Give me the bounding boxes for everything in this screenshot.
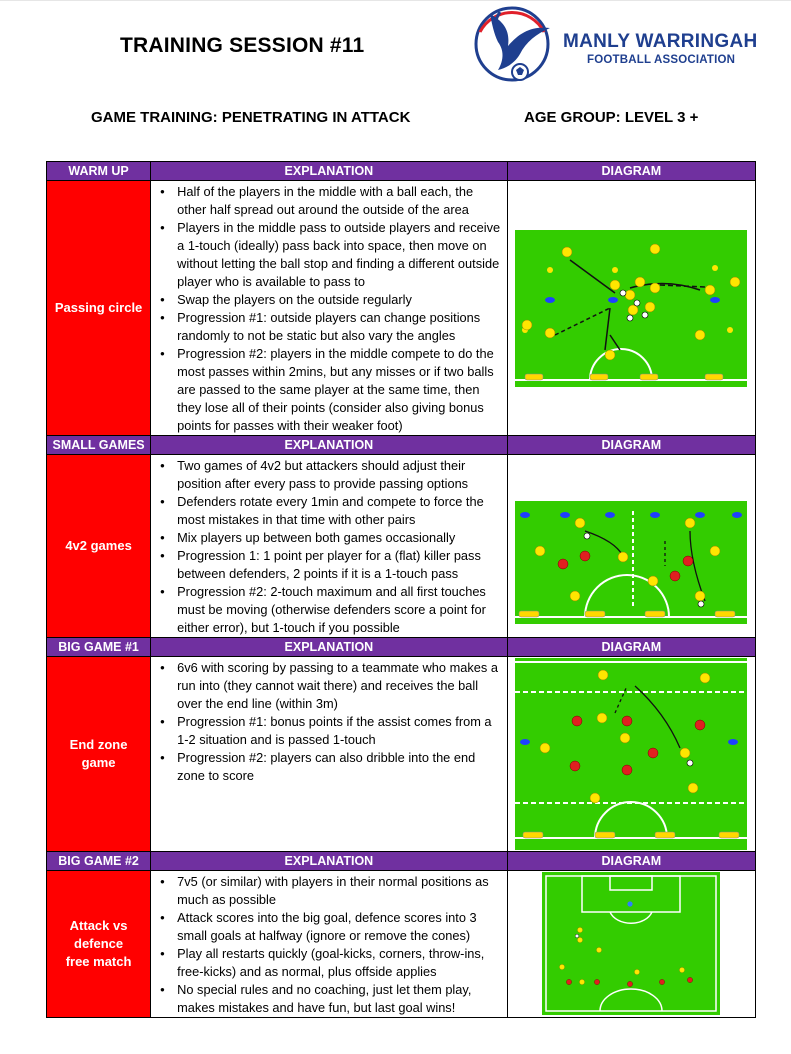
explanation-point: • Mix players up between both games occasionally <box>151 529 503 547</box>
explanation-point: • Progression #1: outside players can change positions randomly to not be static but also vary the angles <box>151 309 503 345</box>
explanation-header: EXPLANATION <box>151 436 508 455</box>
drill-explanation <box>151 455 508 638</box>
section-body-row <box>47 871 756 1018</box>
explanation-header: EXPLANATION <box>151 638 508 657</box>
drill-explanation <box>151 657 508 852</box>
diagram-header: DIAGRAM <box>507 162 755 181</box>
explanation-header: EXPLANATION <box>151 162 508 181</box>
section-title: BIG GAME #1 <box>47 638 151 657</box>
section-header-row <box>47 638 756 657</box>
age-group: AGE GROUP: LEVEL 3 + <box>524 109 699 126</box>
explanation-point: • No special rules and no coaching, just let them play, makes mistakes and have fun, but last goal wins! <box>151 981 503 1017</box>
diagram-header: DIAGRAM <box>507 436 755 455</box>
session-subtitle: GAME TRAINING: PENETRATING IN ATTACK <box>91 109 411 126</box>
explanation-point: • Progression #2: players in the middle compete to do the most passes within 2mins, but any misses or if two balls are passed to the same player at the same time, then they lose all of their points (consider also giving bonus points for passes with their weaker foot) <box>151 345 503 435</box>
eagle-emblem-icon <box>476 8 550 80</box>
logo-subtitle: FOOTBALL ASSOCIATION <box>587 54 736 66</box>
explanation-point: • Half of the players in the middle with a ball each, the other half spread out around the outside of the area <box>151 183 503 219</box>
drill-name: Passing circle <box>47 181 151 436</box>
full-pitch-diagram <box>542 872 720 1015</box>
explanation-point: • 6v6 with scoring by passing to a teammate who makes a run into (they cannot wait there) and receives the ball over the end line (within 3m) <box>151 659 503 713</box>
drill-explanation <box>151 181 508 436</box>
diagram-header: DIAGRAM <box>507 638 755 657</box>
drill-diagram <box>507 657 755 852</box>
page-title: TRAINING SESSION #11 <box>120 34 365 57</box>
diagram-header: DIAGRAM <box>507 852 755 871</box>
section-title: SMALL GAMES <box>47 436 151 455</box>
explanation-point: • Play all restarts quickly (goal-kicks, corners, throw-ins, free-kicks) and as normal, plus offside applies <box>151 945 503 981</box>
explanation-point: • Progression #2: players can also dribble into the end zone to score <box>151 749 503 785</box>
end-zone-pitch-diagram <box>515 658 747 850</box>
explanation-header: EXPLANATION <box>151 852 508 871</box>
section-body-row <box>47 455 756 638</box>
section-body-row <box>47 657 756 852</box>
session-plan-table <box>46 161 756 1018</box>
drill-diagram <box>507 181 755 436</box>
section-header-row <box>47 852 756 871</box>
drill-name: 4v2 games <box>47 455 151 638</box>
section-header-row <box>47 162 756 181</box>
drill-diagram <box>507 455 755 638</box>
explanation-point: • Progression #2: 2-touch maximum and all first touches must be moving (otherwise defenders score a point for either error), but 1-touch if you possible <box>151 583 503 637</box>
drill-diagram <box>507 871 755 1018</box>
drill-explanation <box>151 871 508 1018</box>
section-title: WARM UP <box>47 162 151 181</box>
explanation-point: • Defenders rotate every 1min and compete to force the most mistakes in that time with other pairs <box>151 493 503 529</box>
explanation-point: • Swap the players on the outside regularly <box>151 291 503 309</box>
logo-title: MANLY WARRINGAH <box>563 31 758 52</box>
explanation-point: • Attack scores into the big goal, defence scores into 3 small goals at halfway (ignore or remove the cones) <box>151 909 503 945</box>
section-header-row <box>47 436 756 455</box>
drill-name: End zone game <box>47 657 151 852</box>
drill-name: Attack vs defence free match <box>47 871 151 1018</box>
passing-circle-pitch-diagram <box>515 230 747 387</box>
explanation-point: • Players in the middle pass to outside players and receive a 1-touch (ideally) pass back into space, then move on without letting the ball stop and finding a different outside player who is available to pass to <box>151 219 503 291</box>
page-top-border <box>0 0 791 1</box>
explanation-point: • 7v5 (or similar) with players in their normal positions as much as possible <box>151 873 503 909</box>
four-v-two-pitch-diagram <box>515 501 747 624</box>
explanation-point: • Two games of 4v2 but attackers should adjust their position after every pass to provide passing options <box>151 457 503 493</box>
section-title: BIG GAME #2 <box>47 852 151 871</box>
explanation-point: • Progression 1: 1 point per player for a (flat) killer pass between defenders, 2 points if it is a 1-touch pass <box>151 547 503 583</box>
section-body-row <box>47 181 756 436</box>
explanation-point: • Progression #1: bonus points if the assist comes from a 1-2 situation and is passed 1-touch <box>151 713 503 749</box>
